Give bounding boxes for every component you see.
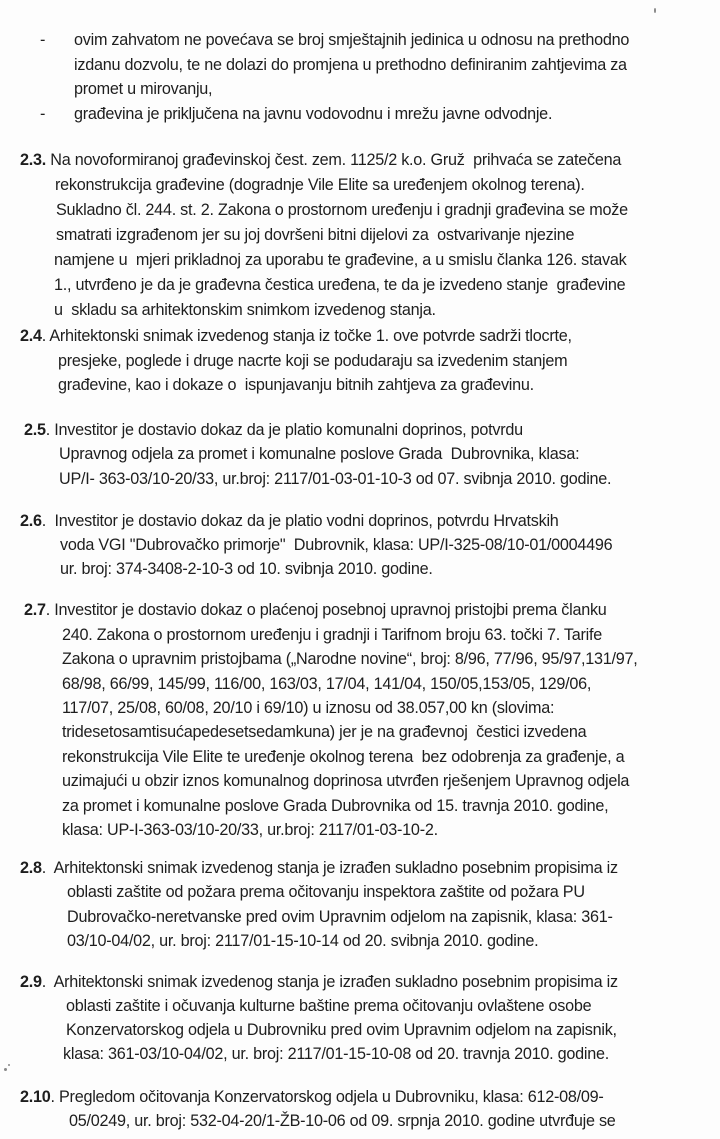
section-text-line: Dubrovačko-neretvanske pred ovim Upravnim odjelom na zapisnik, klasa: 361- [67, 908, 613, 926]
section-text-line: Upravnog odjela za promet i komunalne poslove Grada Dubrovnika, klasa: [59, 445, 580, 463]
section-number: 2.6 [20, 512, 42, 530]
section-text-line: namjene u mjeri prikladnoj za uporabu te građevine, a u smislu članka 126. stavak [54, 251, 627, 269]
section-text-line: . Pregledom očitovanja Konzervatorskog odjela u Dubrovniku, klasa: 612-08/09- [50, 1088, 604, 1106]
section-text-line: UP/I- 363-03/10-20/33, ur.broj: 2117/01-03-01-10-3 od 07. svibnja 2010. godine. [59, 470, 612, 488]
section-text-line: . Arhitektonski snimak izvedenog stanja je izrađen sukladno posebnim propisima iz [41, 859, 618, 877]
bullet-text-line: promet u mirovanju, [74, 80, 213, 98]
section-text-line: oblasti zaštite i očuvanja kulturne baštine prema očitovanju ovlaštene osobe [66, 997, 592, 1015]
section-text-line: 03/10-04/02, ur. broj: 2117/01-15-10-14 od 20. svibnja 2010. godine. [67, 932, 539, 950]
section-text-line: u skladu sa arhitektonskim snimkom izvedenog stanja. [54, 301, 436, 319]
bullet-text-line: izdanu dozvolu, te ne dolazi do promjena u prethodno definiranim zahtjevima za [74, 56, 627, 74]
section-text-line: uzimajući u obzir iznos komunalnog doprinosa utvrđen rješenjem Upravnog odjela [62, 772, 630, 790]
section-number: 2.8 [20, 859, 42, 877]
section-text-line: Konzervatorskog odjela u Dubrovniku pred ovim Upravnim odjelom na zapisnik, [66, 1021, 617, 1039]
section-text-line: Na novoformiranoj građevinskoj čest. zem. 1125/2 k.o. Gruž prihvaća se zatečena [50, 151, 622, 169]
section-number: 2.5 [24, 421, 46, 439]
section-text-line: 05/0249, ur. broj: 532-04-20/1-ŽB-10-06 od 09. srpnja 2010. godine utvrđuje se [69, 1112, 616, 1130]
section-text-line: oblasti zaštite od požara prema očitovanju inspektora zaštite od požara PU [67, 883, 585, 901]
section-text-line: 117/07, 25/08, 60/08, 20/10 i 69/10) u iznosu od 38.057,00 kn (slovima: [62, 699, 555, 717]
bullet-dash: - [40, 31, 46, 49]
bullet-dash: - [40, 105, 46, 123]
section-text-line: rekonstrukcija građevine (dogradnje Vile Elite sa uređenjem okolnog terena). [55, 176, 585, 194]
section-number: 2.4 [20, 327, 42, 345]
section-text-line: rekonstrukcija Vile Elite te uređenje okolnog terena bez odobrenja za građenje, a [62, 748, 625, 766]
section-number: 2.9 [20, 973, 42, 991]
section-text-line: Sukladno čl. 244. st. 2. Zakona o prostornom uređenju i gradnji građevina se može [56, 201, 628, 219]
section-text-line: 1., utvrđeno je da je građevna čestica uređena, te da je izvedeno stanje građevine [54, 276, 626, 294]
section-text-line: . Arhitektonski snimak izvedenog stanja je izrađen sukladno posebnim propisima iz [41, 973, 618, 991]
section-text-line: presjeke, poglede i druge nacrte koji se podudaraju sa izvedenim stanjem [58, 352, 568, 370]
section-text-line: građevine, kao i dokaze o ispunjavanju bitnih zahtjeva za građevinu. [58, 376, 534, 394]
section-text-line: tridesetosamtisućapedesetsedamkuna) jer je na građevnoj čestici izvedena [62, 723, 587, 741]
scan-speck [8, 1064, 10, 1066]
section-text-line: 68/98, 66/99, 145/99, 116/00, 163/03, 17/04, 141/04, 150/05,153/05, 129/06, [62, 675, 592, 693]
section-text-line: klasa: 361-03/10-04/02, ur. broj: 2117/01-15-10-08 od 20. travnja 2010. godine. [63, 1045, 610, 1063]
section-number: 2.10 [20, 1088, 51, 1106]
scan-speck [654, 8, 656, 13]
section-number: 2.7 [24, 601, 46, 619]
section-text-line: ur. broj: 374-3408-2-10-3 od 10. svibnja 2010. godine. [60, 560, 433, 578]
section-text-line: . Investitor je dostavio dokaz da je platio komunalni doprinos, potvrdu [45, 421, 523, 439]
scan-speck [4, 1068, 7, 1071]
bullet-text-line: građevina je priključena na javnu vodovodnu i mrežu javne odvodnje. [74, 105, 553, 123]
section-text-line: 240. Zakona o prostornom uređenju i gradnji i Tarifnom broju 63. točki 7. Tarife [62, 626, 602, 644]
section-number: 2.3. [20, 151, 47, 169]
section-text-line: . Investitor je dostavio dokaz o plaćenoj posebnoj upravnoj pristojbi prema članku [45, 601, 607, 619]
section-text-line: . Investitor je dostavio dokaz da je platio vodni doprinos, potvrdu Hrvatskih [41, 512, 559, 530]
section-text-line: . Arhitektonski snimak izvedenog stanja iz točke 1. ove potvrde sadrži tlocrte, [41, 327, 572, 345]
section-text-line: Zakona o upravnim pristojbama („Narodne novine“, broj: 8/96, 77/96, 95/97,131/97, [62, 650, 638, 668]
section-text-line: voda VGI "Dubrovačko primorje" Dubrovnik, klasa: UP/I-325-08/10-01/0004496 [60, 536, 613, 554]
section-text-line: smatrati izgrađenom jer su joj dovršeni bitni dijelovi za ostvarivanje njezine [56, 226, 575, 244]
section-text-line: klasa: UP-I-363-03/10-20/33, ur.broj: 2117/01-03-10-2. [62, 821, 438, 839]
bullet-text-line: ovim zahvatom ne povećava se broj smještajnih jedinica u odnosu na prethodno [74, 31, 630, 49]
section-text-line: za promet i komunalne poslove Grada Dubrovnika od 15. travnja 2010. godine, [62, 797, 609, 815]
